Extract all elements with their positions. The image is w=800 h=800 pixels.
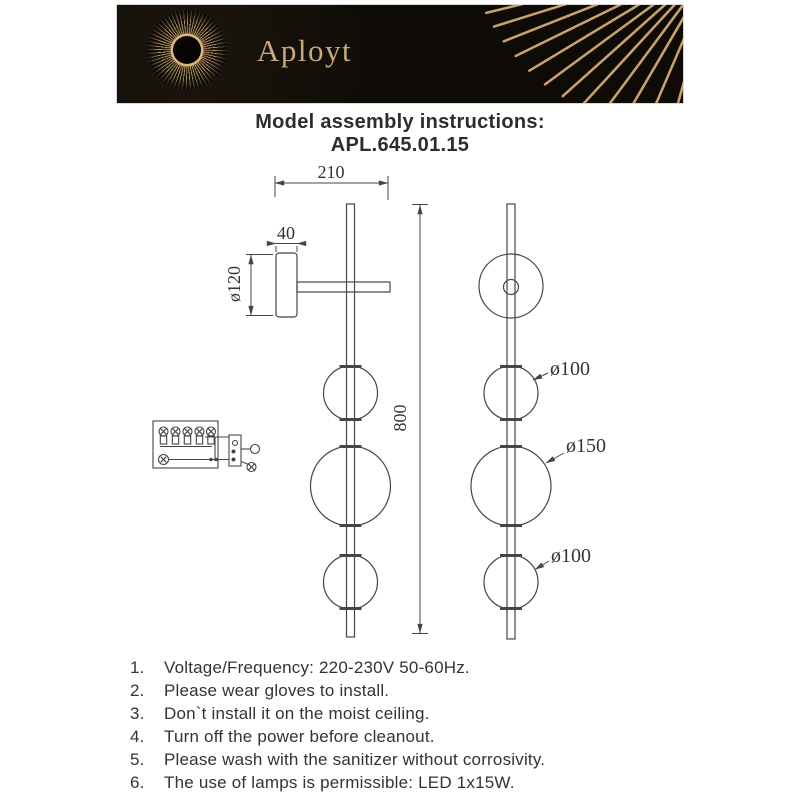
instruction-item xyxy=(130,771,545,794)
title-line-1: Model assembly instructions: xyxy=(255,111,545,133)
dimension-label-middle-sphere: ø150 xyxy=(566,435,606,457)
instruction-number: 1. xyxy=(130,658,145,677)
instruction-item xyxy=(130,702,545,725)
instruction-number: 6. xyxy=(130,773,145,792)
dimension-label-top-sphere: ø100 xyxy=(550,358,590,380)
instruction-number: 5. xyxy=(130,750,145,769)
instruction-text: The use of lamps is permissible: LED 1x15W. xyxy=(164,773,515,792)
instruction-item xyxy=(130,725,545,748)
front-view-drawing xyxy=(471,204,551,639)
side-view-drawing xyxy=(276,204,391,637)
instruction-text: Please wear gloves to install. xyxy=(164,681,390,700)
instruction-item xyxy=(130,656,545,679)
instruction-text: Don`t install it on the moist ceiling. xyxy=(164,704,430,723)
instruction-number: 4. xyxy=(130,727,145,746)
instruction-item xyxy=(130,679,545,702)
dimension-label-plate-diameter: ø120 xyxy=(224,266,244,302)
wiring-diagram xyxy=(153,421,260,472)
title-line-2: APL.645.01.15 xyxy=(330,134,470,156)
dimension-label-bracket-width: 40 xyxy=(277,223,295,243)
instruction-text: Turn off the power before cleanout. xyxy=(164,727,435,746)
brand-name: Aployt xyxy=(257,33,353,68)
instruction-text: Please wash with the sanitizer without corrosivity. xyxy=(164,750,546,769)
instructions-list xyxy=(130,656,545,794)
dimension-label-depth: 210 xyxy=(317,162,345,182)
instruction-number: 3. xyxy=(130,704,145,723)
instruction-text: Voltage/Frequency: 220-230V 50-60Hz. xyxy=(164,658,470,677)
dimension-label-bottom-sphere: ø100 xyxy=(551,545,591,567)
dimension-label-height: 800 xyxy=(390,404,410,432)
instruction-number: 2. xyxy=(130,681,145,700)
instruction-item xyxy=(130,748,545,771)
